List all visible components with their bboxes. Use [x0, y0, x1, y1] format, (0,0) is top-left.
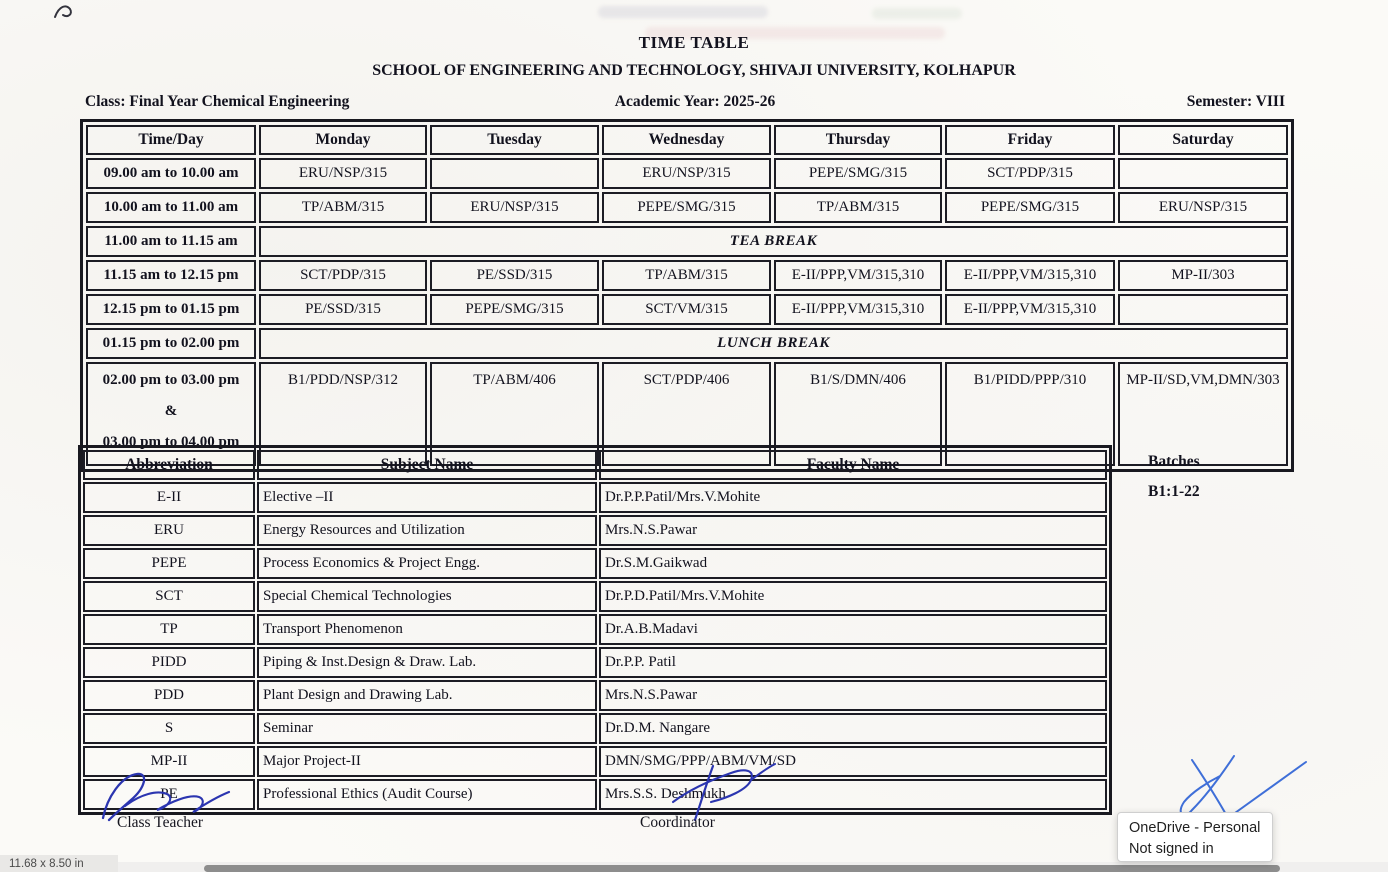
class-slot-cell: E-II/PPP,VM/315,310 — [945, 260, 1115, 291]
column-header: Subject Name — [257, 450, 597, 480]
column-header: Monday — [259, 125, 427, 155]
subject-name-cell: Special Chemical Technologies — [257, 581, 597, 612]
semester-label: Semester: VIII — [1186, 93, 1285, 110]
school-name: SCHOOL OF ENGINEERING AND TECHNOLOGY, SHIVAJI UNIVERSITY, KOLHAPUR — [372, 62, 1016, 79]
class-slot-cell: PEPE/SMG/315 — [430, 294, 599, 325]
timetable-row — [86, 226, 1288, 257]
time-slot-cell: 11.00 am to 11.15 am — [86, 226, 256, 257]
faculty-name-cell: Mrs.S.S. Deshmukh — [599, 779, 1107, 810]
class-label: Class: Final Year Chemical Engineering — [85, 93, 350, 110]
faculty-name-cell: DMN/SMG/PPP/ABM/VM/SD — [599, 746, 1107, 777]
faculty-name-cell: Dr.D.M. Nangare — [599, 713, 1107, 744]
class-slot-cell: B1/S/DMN/406 — [774, 362, 942, 466]
abbreviation-cell: SCT — [83, 581, 255, 612]
time-slot-cell: 02.00 pm to 03.00 pm & 03.00 pm to 04.00 pm — [86, 362, 256, 466]
coordinator-signature — [655, 760, 780, 822]
subject-name-cell: Energy Resources and Utilization — [257, 515, 597, 546]
class-slot-cell: B1/PDD/NSP/312 — [259, 362, 427, 466]
time-slot-cell: 01.15 pm to 02.00 pm — [86, 328, 256, 359]
class-slot-cell — [1118, 158, 1288, 189]
class-slot-cell: TP/ABM/406 — [430, 362, 599, 466]
column-header: Thursday — [774, 125, 942, 155]
abbreviation-row — [83, 548, 1107, 579]
faculty-name-cell: Dr.S.M.Gaikwad — [599, 548, 1107, 579]
class-slot-cell: E-II/PPP,VM/315,310 — [945, 294, 1115, 325]
timetable-row — [86, 328, 1288, 359]
abbreviation-cell: TP — [83, 614, 255, 645]
class-slot-cell: MP-II/SD,VM,DMN/303 — [1118, 362, 1288, 466]
subject-name-cell: Elective –II — [257, 482, 597, 513]
scan-bleedthrough-mark — [872, 8, 962, 19]
abbreviation-row — [83, 713, 1107, 744]
coordinator-label: Coordinator — [640, 814, 715, 831]
class-slot-cell: SCT/PDP/315 — [259, 260, 427, 291]
timetable-header-row — [86, 125, 1288, 155]
abbreviation-row — [83, 581, 1107, 612]
class-slot-cell — [430, 158, 599, 189]
break-cell: LUNCH BREAK — [259, 328, 1288, 359]
class-slot-cell: ERU/NSP/315 — [602, 158, 771, 189]
timetable-row — [86, 260, 1288, 291]
scan-bleedthrough-mark — [598, 6, 768, 18]
column-header: Saturday — [1118, 125, 1288, 155]
faculty-name-cell: Dr.P.P. Patil — [599, 647, 1107, 678]
class-slot-cell: SCT/PDP/406 — [602, 362, 771, 466]
class-slot-cell: ERU/NSP/315 — [1118, 192, 1288, 223]
break-cell: TEA BREAK — [259, 226, 1288, 257]
image-dimensions-label: 11.68 x 8.50 in — [0, 855, 118, 872]
class-slot-cell: SCT/PDP/315 — [945, 158, 1115, 189]
faculty-name-cell: Mrs.N.S.Pawar — [599, 680, 1107, 711]
abbreviation-table — [78, 445, 1112, 815]
batches-label: Batches — [1148, 453, 1200, 470]
time-slot-cell: 11.15 am to 12.15 pm — [86, 260, 256, 291]
class-slot-cell — [1118, 294, 1288, 325]
onedrive-tooltip-status: Not signed in — [1129, 841, 1214, 857]
column-header: Time/Day — [86, 125, 256, 155]
horizontal-scrollbar-thumb[interactable] — [204, 865, 1280, 872]
abbreviation-cell: PIDD — [83, 647, 255, 678]
abbreviation-cell: PDD — [83, 680, 255, 711]
class-slot-cell: TP/ABM/315 — [774, 192, 942, 223]
time-slot-cell: 09.00 am to 10.00 am — [86, 158, 256, 189]
abbreviation-cell: ERU — [83, 515, 255, 546]
class-slot-cell: SCT/VM/315 — [602, 294, 771, 325]
class-slot-cell: MP-II/303 — [1118, 260, 1288, 291]
abbreviation-row — [83, 680, 1107, 711]
subject-name-cell: Piping & Inst.Design & Draw. Lab. — [257, 647, 597, 678]
class-slot-cell: PE/SSD/315 — [430, 260, 599, 291]
class-slot-cell: ERU/NSP/315 — [259, 158, 427, 189]
abbreviation-cell: E-II — [83, 482, 255, 513]
abbreviation-cell: PE — [83, 779, 255, 810]
column-header: Friday — [945, 125, 1115, 155]
ink-mark — [52, 2, 80, 22]
abbreviation-header-row — [83, 450, 1107, 480]
abbreviation-row — [83, 647, 1107, 678]
subject-name-cell: Plant Design and Drawing Lab. — [257, 680, 597, 711]
faculty-name-cell: Dr.A.B.Madavi — [599, 614, 1107, 645]
timetable-table — [80, 119, 1294, 472]
class-slot-cell: E-II/PPP,VM/315,310 — [774, 294, 942, 325]
column-header: Wednesday — [602, 125, 771, 155]
academic-year-label: Academic Year: 2025-26 — [614, 93, 776, 110]
class-slot-cell: PEPE/SMG/315 — [945, 192, 1115, 223]
time-slot-cell: 10.00 am to 11.00 am — [86, 192, 256, 223]
timetable-row — [86, 158, 1288, 189]
class-slot-cell: TP/ABM/315 — [602, 260, 771, 291]
subject-name-cell: Seminar — [257, 713, 597, 744]
abbreviation-cell: S — [83, 713, 255, 744]
onedrive-tooltip-title: OneDrive - Personal — [1129, 820, 1261, 836]
abbreviation-cell: PEPE — [83, 548, 255, 579]
column-header: Abbreviation — [83, 450, 255, 480]
timetable-row — [86, 192, 1288, 223]
batches-value: B1:1-22 — [1148, 483, 1200, 500]
class-slot-cell: E-II/PPP,VM/315,310 — [774, 260, 942, 291]
class-slot-cell: B1/PIDD/PPP/310 — [945, 362, 1115, 466]
faculty-name-cell: Dr.P.P.Patil/Mrs.V.Mohite — [599, 482, 1107, 513]
column-header: Faculty Name — [599, 450, 1107, 480]
subject-name-cell: Transport Phenomenon — [257, 614, 597, 645]
class-slot-cell: PE/SSD/315 — [259, 294, 427, 325]
class-slot-cell: PEPE/SMG/315 — [774, 158, 942, 189]
abbreviation-row — [83, 614, 1107, 645]
subject-name-cell: Major Project-II — [257, 746, 597, 777]
time-slot-cell: 12.15 pm to 01.15 pm — [86, 294, 256, 325]
class-slot-cell: TP/ABM/315 — [259, 192, 427, 223]
timetable-row — [86, 294, 1288, 325]
faculty-name-cell: Mrs.N.S.Pawar — [599, 515, 1107, 546]
subject-name-cell: Professional Ethics (Audit Course) — [257, 779, 597, 810]
onedrive-tooltip — [1117, 812, 1273, 862]
abbreviation-cell: MP-II — [83, 746, 255, 777]
class-slot-cell: ERU/NSP/315 — [430, 192, 599, 223]
abbreviation-row — [83, 515, 1107, 546]
faculty-name-cell: Dr.P.D.Patil/Mrs.V.Mohite — [599, 581, 1107, 612]
class-teacher-label: Class Teacher — [117, 814, 203, 831]
subject-name-cell: Process Economics & Project Engg. — [257, 548, 597, 579]
column-header: Tuesday — [430, 125, 599, 155]
class-slot-cell: PEPE/SMG/315 — [602, 192, 771, 223]
document-title: TIME TABLE — [638, 33, 750, 52]
abbreviation-row — [83, 482, 1107, 513]
